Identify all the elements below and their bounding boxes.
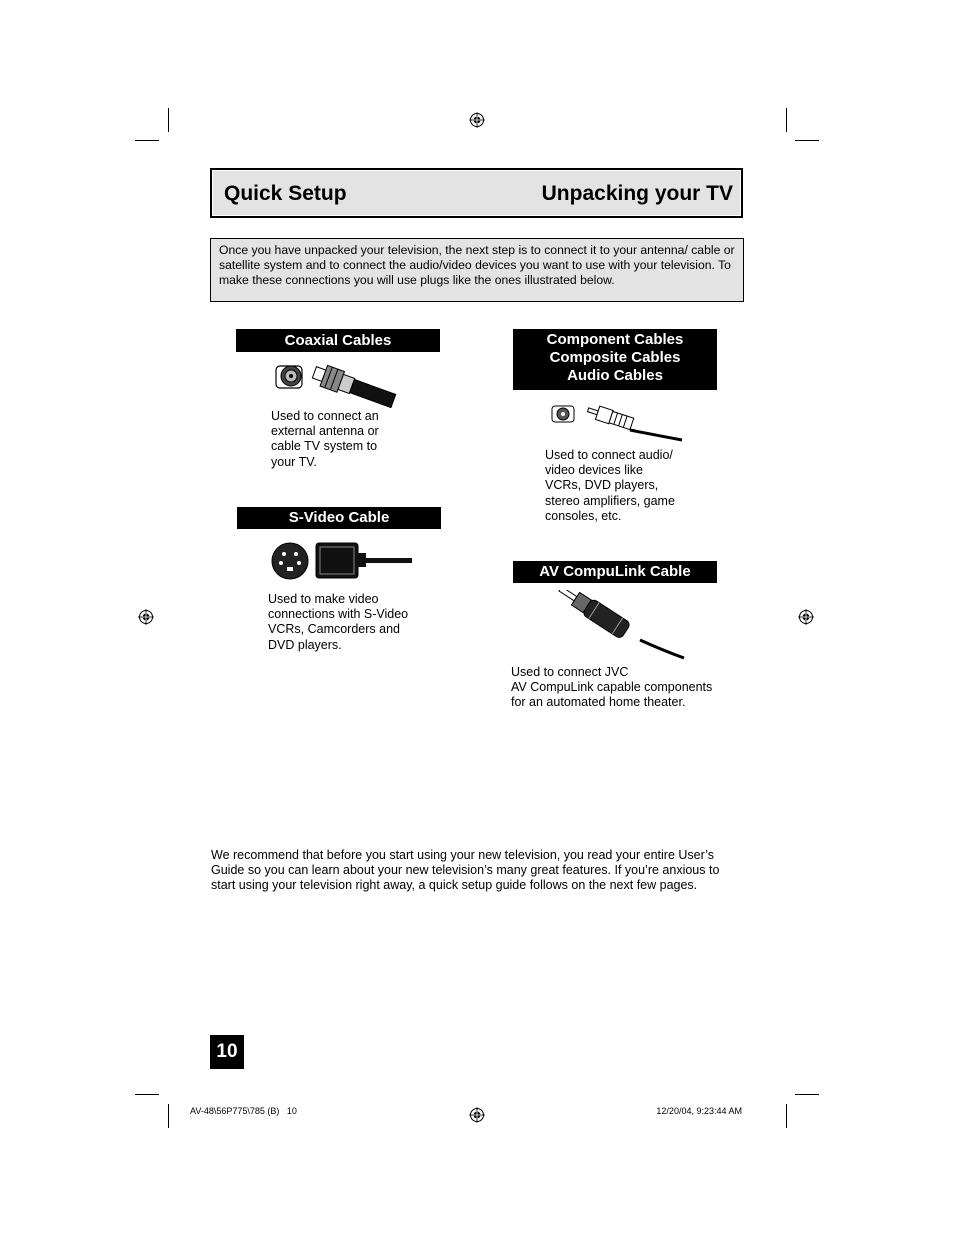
crop-mark (786, 108, 787, 132)
crop-mark (135, 1094, 159, 1095)
label-line: Component Cables (546, 331, 684, 348)
page-header (210, 168, 743, 218)
svideo-plug-icon (268, 540, 414, 582)
crop-mark (135, 140, 159, 141)
description-line: DVD players. (268, 637, 342, 652)
description-line: Used to make video (268, 592, 379, 606)
compulink-description (511, 665, 712, 711)
description-line: AV CompuLink capable components (511, 680, 713, 695)
description-line: connections with S-Video (268, 607, 409, 622)
crop-mark (795, 1094, 819, 1095)
description-line: Used to connect audio/ (545, 448, 673, 462)
rca-plug-icon (550, 400, 684, 444)
description-line: cable TV system to (271, 439, 378, 454)
description-line: video devices like (545, 463, 643, 478)
description-line: for an automated home theater. (511, 695, 686, 710)
description-line: VCRs, DVD players, (545, 478, 659, 493)
coaxial-description (271, 409, 379, 470)
crop-mark (168, 108, 169, 132)
footer-timestamp: 12/20/04, 9:23:44 AM (656, 1106, 742, 1116)
registration-mark-icon (469, 1107, 485, 1123)
page-title: Unpacking your TV (541, 182, 733, 205)
description-line: Used to connect JVC (511, 665, 629, 679)
recommendation-text: We recommend that before you start using your new television, you read your entire User’s Guide so you can learn about your new television’s many great features. If you’re anxious to start using your television right away, a quick setup guide follows on the next few pages. (211, 848, 720, 893)
page-number: 10 (210, 1035, 244, 1069)
intro-text: Once you have unpacked your television, the next step is to connect it to your antenna/ cable or satellite system and to connect the audio/video devices you want to use with your television. To make these connections you will use plugs like the ones illustrated below. (210, 238, 744, 302)
footer-file-info: AV-48\56P775\785 (B) 10 (190, 1106, 297, 1116)
section-title: Quick Setup (224, 182, 347, 205)
description-line: Used to connect an (271, 409, 379, 423)
label-line: Composite Cables (549, 349, 681, 366)
compulink-cable-label: AV CompuLink Cable (513, 561, 717, 583)
component-cables-label (513, 329, 717, 390)
coaxial-cables-label: Coaxial Cables (236, 329, 440, 352)
description-line: VCRs, Camcorders and (268, 622, 400, 637)
svideo-description (268, 592, 408, 653)
svideo-cable-label: S-Video Cable (237, 507, 441, 529)
description-line: consoles, etc. (545, 508, 622, 523)
crop-mark (795, 140, 819, 141)
registration-mark-icon (138, 609, 154, 625)
registration-mark-icon (798, 609, 814, 625)
coaxial-plug-icon (272, 358, 398, 408)
registration-mark-icon (469, 112, 485, 128)
crop-mark (786, 1104, 787, 1128)
description-line: your TV. (271, 454, 317, 469)
component-description (545, 448, 675, 524)
crop-mark (168, 1104, 169, 1128)
compulink-plug-icon (552, 590, 686, 660)
description-line: external antenna or (271, 424, 379, 439)
label-line: Audio Cables (567, 367, 663, 384)
description-line: stereo amplifiers, game (545, 493, 675, 508)
